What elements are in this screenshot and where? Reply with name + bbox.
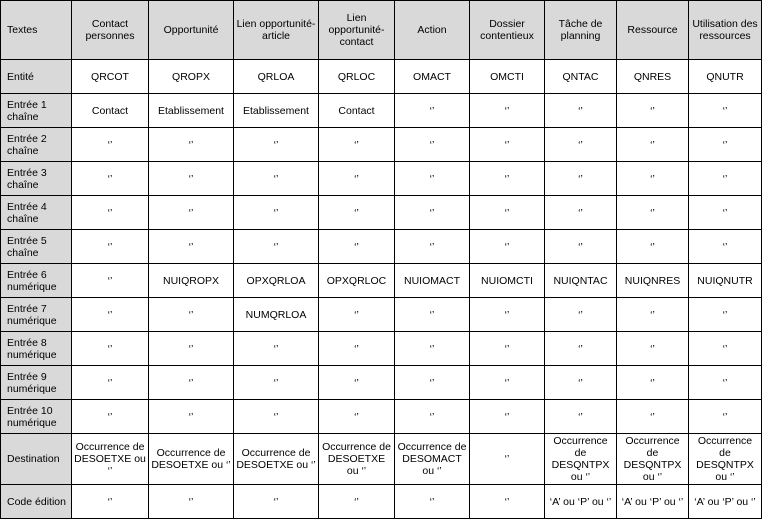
table-cell: ‘’ <box>689 332 762 366</box>
row-header: Entrée 3 chaîne <box>1 162 72 196</box>
table-cell: ‘’ <box>617 332 689 366</box>
table-cell: Occurrence de DESQNTPX ou ‘’ <box>617 434 689 485</box>
table-cell: ‘’ <box>72 485 149 519</box>
table-cell: ‘’ <box>319 366 395 400</box>
table-cell: ‘’ <box>149 485 234 519</box>
table-cell: NUIQNUTR <box>689 264 762 298</box>
header-row <box>1 1 762 60</box>
table-cell: ‘’ <box>617 128 689 162</box>
row-header: Entité <box>1 60 72 94</box>
table-cell: QRCOT <box>72 60 149 94</box>
table-cell: ‘’ <box>72 162 149 196</box>
column-header: Action <box>395 1 470 60</box>
table-cell: ‘’ <box>395 128 470 162</box>
table-cell: ‘’ <box>234 128 319 162</box>
table-cell: Occurrence de DESOETXE ou ‘’ <box>319 434 395 485</box>
table-cell: Occurrence de DESOETXE ou ‘’ <box>72 434 149 485</box>
table-cell: ‘’ <box>617 196 689 230</box>
table-cell: NUIOMACT <box>395 264 470 298</box>
table-cell: ‘’ <box>72 400 149 434</box>
table-cell: ‘’ <box>545 230 617 264</box>
table-row <box>1 298 762 332</box>
table-cell: ‘’ <box>149 230 234 264</box>
row-header: Entrée 4 chaîne <box>1 196 72 230</box>
table-cell: ‘’ <box>689 366 762 400</box>
corner-header: Textes <box>1 1 72 60</box>
table-cell: ‘’ <box>545 366 617 400</box>
table-row <box>1 434 762 485</box>
table-row <box>1 162 762 196</box>
table-cell: ‘’ <box>395 162 470 196</box>
table-cell: ‘A’ ou ‘P’ ou ‘’ <box>689 485 762 519</box>
table-cell: ‘’ <box>689 400 762 434</box>
table-cell: ‘’ <box>72 196 149 230</box>
table-cell: Etablissement <box>234 94 319 128</box>
table-cell: ‘’ <box>470 400 545 434</box>
table-cell: ‘’ <box>617 230 689 264</box>
row-header: Code édition <box>1 485 72 519</box>
table-cell: ‘’ <box>72 264 149 298</box>
row-header: Entrée 6 numérique <box>1 264 72 298</box>
table-cell: ‘’ <box>319 128 395 162</box>
table-cell: ‘’ <box>234 196 319 230</box>
table-header <box>1 1 762 60</box>
table-cell: ‘’ <box>319 298 395 332</box>
table-cell: ‘’ <box>617 366 689 400</box>
column-header: Opportunité <box>149 1 234 60</box>
row-header: Entrée 5 chaîne <box>1 230 72 264</box>
row-header: Entrée 7 numérique <box>1 298 72 332</box>
table-cell: ‘’ <box>617 400 689 434</box>
table-cell: NUIOMCTI <box>470 264 545 298</box>
table-cell: ‘’ <box>72 332 149 366</box>
table-cell: ‘’ <box>470 196 545 230</box>
table-cell: ‘’ <box>319 230 395 264</box>
table-cell: QROPX <box>149 60 234 94</box>
table-row <box>1 400 762 434</box>
table-cell: ‘’ <box>470 230 545 264</box>
table-cell: ‘’ <box>319 485 395 519</box>
table-body <box>1 60 762 519</box>
table-cell: ‘’ <box>689 162 762 196</box>
column-header: Utilisation des ressources <box>689 1 762 60</box>
table-cell: ‘’ <box>470 434 545 485</box>
table-cell: Contact <box>72 94 149 128</box>
table-cell: ‘’ <box>72 366 149 400</box>
table-row <box>1 94 762 128</box>
table-cell: ‘’ <box>234 400 319 434</box>
table-cell: ‘’ <box>395 230 470 264</box>
table-cell: ‘’ <box>545 128 617 162</box>
table-cell: ‘’ <box>689 94 762 128</box>
table-cell: ‘’ <box>234 230 319 264</box>
row-header: Entrée 9 numérique <box>1 366 72 400</box>
table-cell: ‘’ <box>149 196 234 230</box>
table-row <box>1 230 762 264</box>
table-cell: ‘’ <box>545 332 617 366</box>
table-cell: NUIQROPX <box>149 264 234 298</box>
table-cell: ‘’ <box>545 298 617 332</box>
table-cell: ‘’ <box>395 298 470 332</box>
table-row <box>1 196 762 230</box>
table-cell: Etablissement <box>149 94 234 128</box>
table-row <box>1 332 762 366</box>
table-cell: ‘’ <box>234 485 319 519</box>
table-cell: OMCTI <box>470 60 545 94</box>
row-header: Destination <box>1 434 72 485</box>
column-header: Tâche de planning <box>545 1 617 60</box>
table-cell: ‘’ <box>470 485 545 519</box>
table-cell: OMACT <box>395 60 470 94</box>
table-cell: ‘’ <box>72 128 149 162</box>
table-cell: ‘’ <box>149 162 234 196</box>
row-header: Entrée 1 chaîne <box>1 94 72 128</box>
column-header: Lien opportunité-contact <box>319 1 395 60</box>
table-cell: Occurrence de DESQNTPX ou ‘’ <box>545 434 617 485</box>
row-header: Entrée 8 numérique <box>1 332 72 366</box>
table-cell: NUIQNTAC <box>545 264 617 298</box>
table-cell: NUMQRLOA <box>234 298 319 332</box>
table-cell: ‘’ <box>545 196 617 230</box>
table-cell: QNTAC <box>545 60 617 94</box>
table-cell: ‘’ <box>395 94 470 128</box>
table-cell: ‘’ <box>395 400 470 434</box>
table-cell: Contact <box>319 94 395 128</box>
column-header: Dossier contentieux <box>470 1 545 60</box>
table-cell: ‘’ <box>234 162 319 196</box>
table-cell: ‘’ <box>689 196 762 230</box>
table-cell: ‘’ <box>395 332 470 366</box>
table-row <box>1 485 762 519</box>
table-cell: ‘’ <box>319 196 395 230</box>
table-cell: ‘’ <box>689 128 762 162</box>
table-cell: ‘A’ ou ‘P’ ou ‘’ <box>545 485 617 519</box>
table-cell: ‘’ <box>395 366 470 400</box>
table-cell: ‘’ <box>149 400 234 434</box>
table-cell: ‘’ <box>545 162 617 196</box>
table-cell: ‘’ <box>545 400 617 434</box>
row-header: Entrée 10 numérique <box>1 400 72 434</box>
column-header: Ressource <box>617 1 689 60</box>
table-cell: OPXQRLOC <box>319 264 395 298</box>
table-cell: ‘’ <box>319 400 395 434</box>
table-cell: ‘’ <box>319 162 395 196</box>
table-cell: ‘’ <box>72 230 149 264</box>
table-cell: ‘’ <box>395 196 470 230</box>
table-cell: QRLOC <box>319 60 395 94</box>
table-row <box>1 128 762 162</box>
table-row <box>1 366 762 400</box>
table-cell: Occurrence de DESOETXE ou ‘’ <box>149 434 234 485</box>
table-row <box>1 264 762 298</box>
table-cell: NUIQNRES <box>617 264 689 298</box>
table-cell: ‘’ <box>395 485 470 519</box>
table-cell: QRLOA <box>234 60 319 94</box>
table-cell: Occurrence de DESOETXE ou ‘’ <box>234 434 319 485</box>
row-header: Entrée 2 chaîne <box>1 128 72 162</box>
table-cell: ‘’ <box>545 94 617 128</box>
table-cell: ‘’ <box>617 94 689 128</box>
table-cell: ‘A’ ou ‘P’ ou ‘’ <box>617 485 689 519</box>
table-cell: ‘’ <box>470 298 545 332</box>
table-cell: ‘’ <box>149 366 234 400</box>
table-cell: ‘’ <box>234 332 319 366</box>
table-cell: QNUTR <box>689 60 762 94</box>
table-cell: Occurrence de DESOMACT ou ‘’ <box>395 434 470 485</box>
table-cell: ‘’ <box>149 128 234 162</box>
table-cell: ‘’ <box>470 332 545 366</box>
table-cell: ‘’ <box>470 366 545 400</box>
table-cell: QNRES <box>617 60 689 94</box>
table-cell: ‘’ <box>234 366 319 400</box>
column-header: Lien opportunité-article <box>234 1 319 60</box>
table-cell: ‘’ <box>72 298 149 332</box>
table-cell: ‘’ <box>149 298 234 332</box>
table-cell: Occurrence de DESQNTPX ou ‘’ <box>689 434 762 485</box>
table-cell: ‘’ <box>470 128 545 162</box>
table-cell: ‘’ <box>617 298 689 332</box>
table-cell: ‘’ <box>689 230 762 264</box>
table-cell: ‘’ <box>470 162 545 196</box>
table-cell: ‘’ <box>319 332 395 366</box>
table-cell: ‘’ <box>149 332 234 366</box>
table-cell: OPXQRLOA <box>234 264 319 298</box>
table-cell: ‘’ <box>689 298 762 332</box>
table-cell: ‘’ <box>617 162 689 196</box>
column-header: Contact personnes <box>72 1 149 60</box>
table-row <box>1 60 762 94</box>
table-cell: ‘’ <box>470 94 545 128</box>
